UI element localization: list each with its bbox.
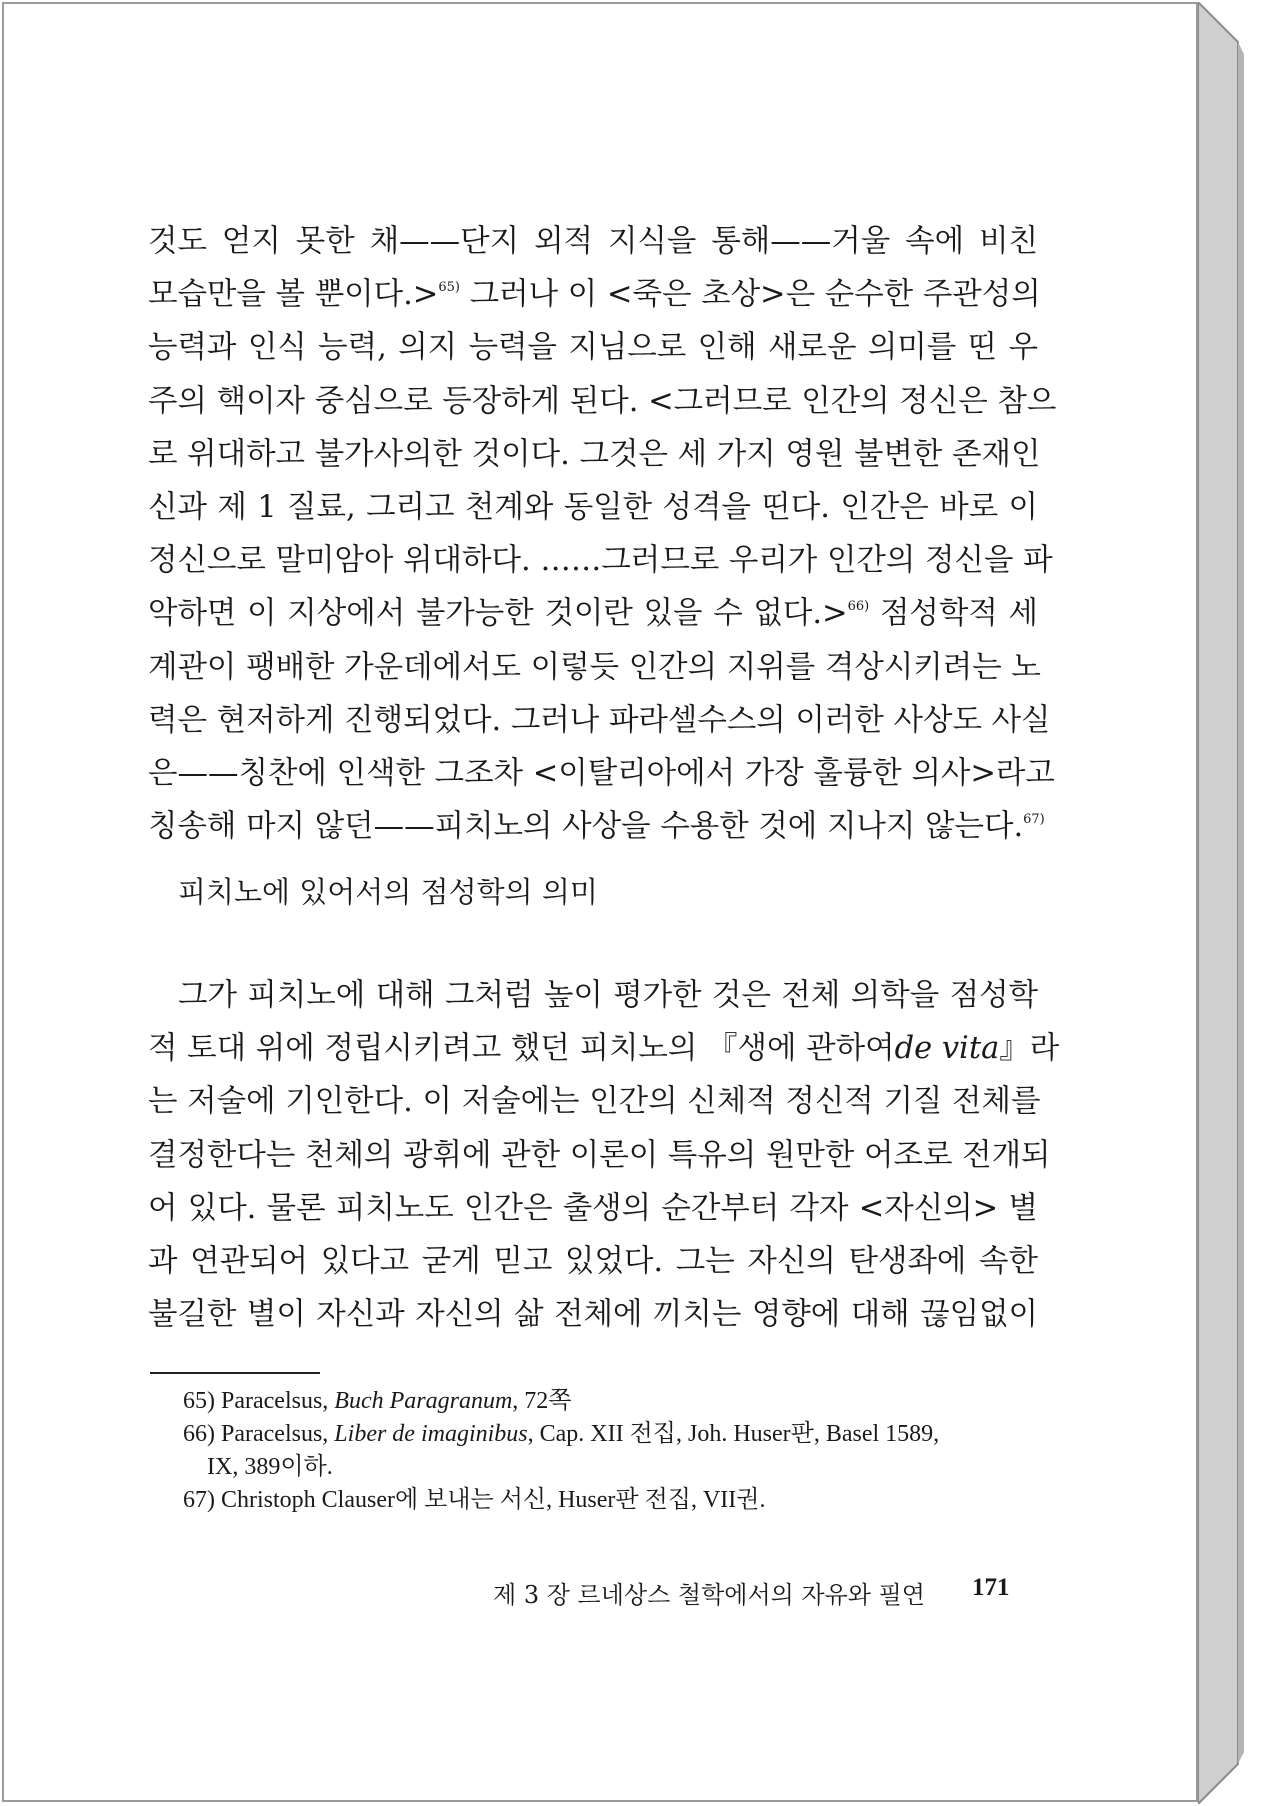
text-fragment: 악하면 이 지상에서 불가능한 것이란 있을 수 없다.>: [148, 596, 848, 632]
text-line: 어 있다. 물론 피치노도 인간은 출생의 순간부터 각자 <자신의> 별: [148, 1190, 1038, 1226]
footnote-divider: [150, 1372, 320, 1374]
paragraph-2: [148, 969, 1060, 1341]
text-line: [148, 268, 1041, 321]
text-fragment: 그러나 이 <죽은 초상>은 순수한 주관성의: [469, 277, 1041, 313]
footnote-ref: 67): [1023, 812, 1045, 828]
text-line: 주의 핵이자 중심으로 등장하게 된다. <그러므로 인간의 정신은 참으: [148, 383, 1057, 419]
footnote-title: Liber de imaginibus: [334, 1421, 528, 1447]
footnote-67: [183, 1484, 1043, 1517]
text-fragment: 모습만을 볼 뿐이다.>: [148, 277, 439, 313]
text-line: 정신으로 말미암아 위대하다. ……그러므로 우리가 인간의 정신을 파: [148, 543, 1053, 579]
footnote-text: , 72쪽: [512, 1388, 572, 1414]
text-line: 로 위대하고 불가사의한 것이다. 그것은 세 가지 영원 불변한 존재인: [148, 436, 1041, 472]
footnote-ref: 66): [847, 599, 870, 615]
text-line: 는 저술에 기인한다. 이 저술에는 인간의 신체적 정신적 기질 전체를: [148, 1084, 1041, 1120]
footnotes: [183, 1385, 1043, 1517]
footnote-ref: 65): [438, 280, 460, 296]
text-line: 력은 현저하게 진행되었다. 그러나 파라셀수스의 이러한 사상도 사실: [148, 702, 1051, 738]
text-line: 것도 얻지 못한 채——단지 외적 지식을 통해——거울 속에 비친: [148, 224, 1038, 259]
text-fragment: 칭송해 마지 않던——피치노의 사상을 수용한 것에 지나지 않는다.: [148, 809, 1024, 845]
text-line: [148, 1022, 1060, 1075]
text-line: 과 연관되어 있다고 굳게 믿고 있었다. 그는 자신의 탄생좌에 속한: [148, 1243, 1038, 1279]
footnote-title: Buch Paragranum: [334, 1388, 513, 1414]
page-edge-shadow: [1198, 2, 1275, 1804]
running-footer-chapter-title: 제 3 장 르네상스 철학에서의 자유와 필연: [493, 1581, 925, 1609]
footnote-number: 66): [183, 1421, 215, 1447]
paragraph-1: [148, 215, 1057, 853]
text-line: 그가 피치노에 대해 그처럼 높이 평가한 것은 전체 의학을 점성학: [178, 978, 1038, 1013]
text-fragment: 』라: [999, 1031, 1060, 1067]
text-fragment: 적 토대 위에 정립시키려고 했던 피치노의 『생에 관하여: [148, 1031, 895, 1067]
footnote-number: 65): [183, 1388, 215, 1414]
text-line: 능력과 인식 능력, 의지 능력을 지님으로 인해 새로운 의미를 띤 우: [148, 330, 1038, 366]
page-number: 171: [972, 1574, 1010, 1601]
footnote-text: , Cap. XII 전집, Joh. Huser판, Basel 1589,: [527, 1421, 940, 1447]
text-fragment: 점성학적 세: [879, 596, 1038, 632]
text-line: 은——칭찬에 인색한 그조차 <이탈리아에서 가장 훌륭한 의사>라고: [148, 755, 1055, 791]
footnote-text: Paracelsus,: [215, 1388, 335, 1414]
text-line: 계관이 팽배한 가운데에서도 이렇듯 인간의 지위를 격상시키려는 노: [148, 649, 1041, 685]
footnote-66-continued: IX, 389이하.: [207, 1454, 333, 1480]
footnote-65: [183, 1385, 1043, 1418]
footnote-66: [183, 1418, 1043, 1451]
footnote-text: Christoph Clauser에 보내는 서신, Huser판 전집, VII권.: [215, 1487, 766, 1513]
section-heading: 피치노에 있어서의 점성학의 의미: [178, 875, 598, 909]
text-line: 신과 제 1 질료, 그리고 천계와 동일한 성격을 띤다. 인간은 바로 이: [148, 489, 1038, 525]
book-title-italic: de vita: [894, 1031, 1000, 1067]
text-line: [148, 800, 1045, 853]
text-line: 불길한 별이 자신과 자신의 삶 전체에 끼치는 영향에 대해 끊임없이: [148, 1297, 1038, 1333]
footnote-text: Paracelsus,: [215, 1421, 335, 1447]
text-line: 결정한다는 천체의 광휘에 관한 이론이 특유의 원만한 어조로 전개되: [148, 1137, 1051, 1173]
footnote-number: 67): [183, 1487, 215, 1513]
text-line: [148, 587, 1038, 640]
